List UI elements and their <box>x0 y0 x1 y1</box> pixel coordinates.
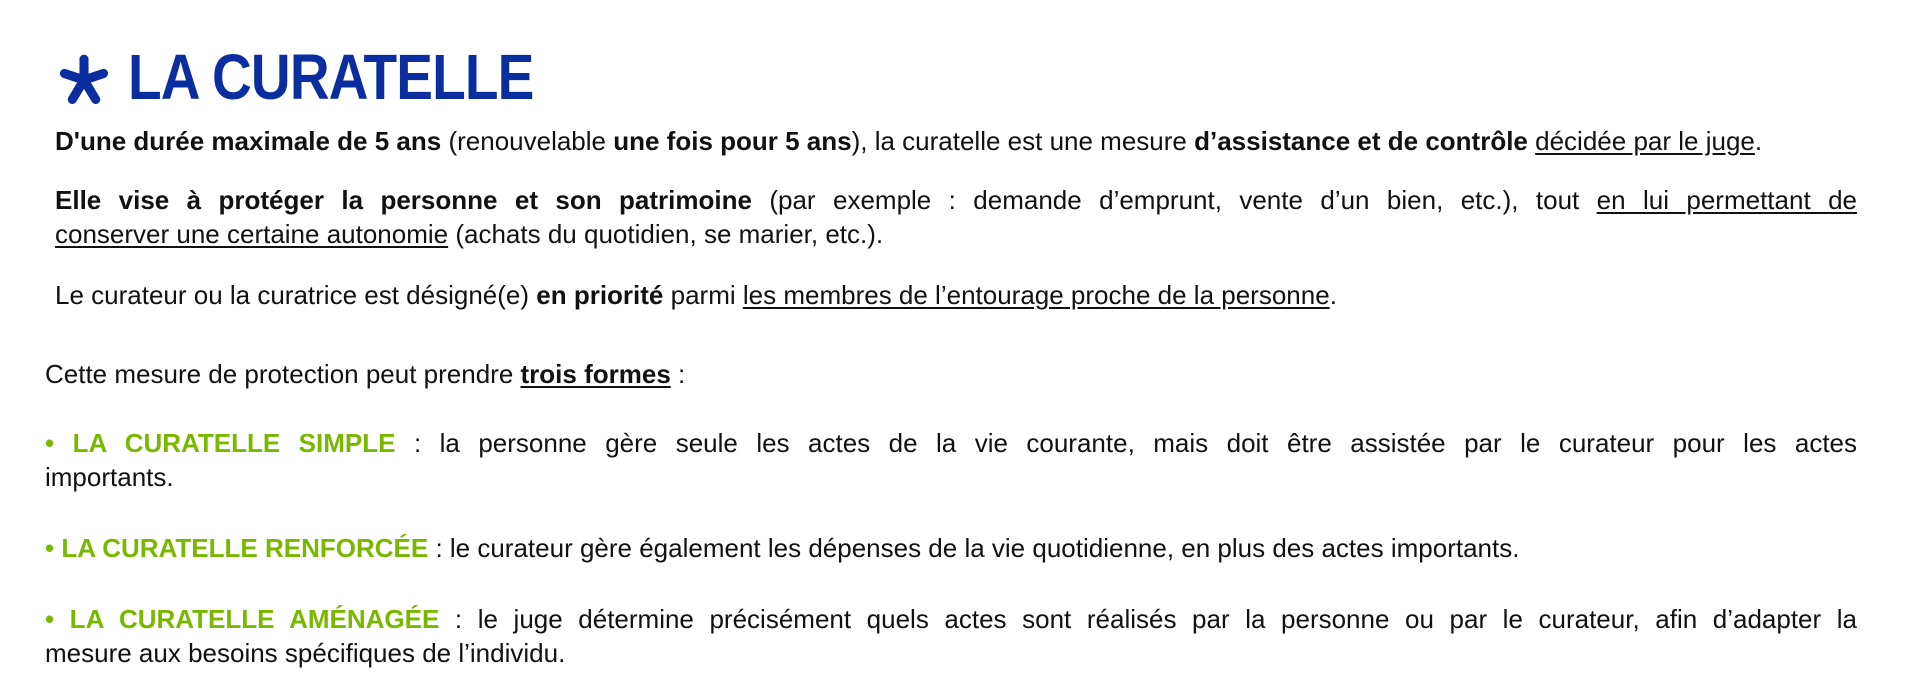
paragraph-curator <box>55 278 1337 312</box>
form-label: • LA CURATELLE SIMPLE <box>45 428 396 458</box>
text: importants. <box>45 462 174 492</box>
text: : le curateur gère également les dépenses de la vie quotidienne, en plus des actes importants. <box>428 533 1520 563</box>
bold-text: une fois pour 5 ans <box>613 126 852 156</box>
text: : <box>670 359 686 389</box>
form-renforcee <box>45 531 1519 565</box>
text: mesure aux besoins spécifiques de l’individu. <box>45 638 566 668</box>
form-amenagee-line1 <box>45 602 1857 636</box>
underlined-bold-text: trois formes <box>520 359 671 389</box>
text: Le curateur ou la curatrice est désigné(e) <box>55 280 537 310</box>
underlined-text: décidée par le juge <box>1535 126 1755 156</box>
text: (achats du quotidien, se marier, etc.). <box>448 219 884 249</box>
text: (par exemple : demande d’emprunt, vente d’un bien, etc.), tout <box>751 185 1597 215</box>
text: (renouvelable <box>441 126 614 156</box>
bold-text: Elle vise à protéger la personne et son patrimoine <box>55 185 752 215</box>
bold-text: d’assistance et de contrôle <box>1194 126 1528 156</box>
form-simple-line1 <box>45 426 1857 460</box>
form-amenagee-line2 <box>45 636 565 670</box>
text: parmi <box>663 280 743 310</box>
form-label: • LA CURATELLE RENFORCÉE <box>45 533 429 563</box>
paragraph-duration <box>55 124 1762 158</box>
underlined-text: les membres de l’entourage proche de la personne <box>742 280 1330 310</box>
form-simple-line2 <box>45 460 174 494</box>
bold-text: en priorité <box>536 280 664 310</box>
forms-intro <box>45 357 685 391</box>
form-label: • LA CURATELLE AMÉNAGÉE <box>45 604 440 634</box>
text: ), la curatelle est une mesure <box>851 126 1195 156</box>
text: : le juge détermine précisément quels actes sont réalisés par la personne ou par le curateur, afin d’adapter la <box>439 604 1857 634</box>
underlined-text: en lui permettant de <box>1596 185 1857 215</box>
paragraph-purpose-line1 <box>55 183 1857 217</box>
paragraph-purpose-line2 <box>55 217 883 251</box>
title-text: LA CURATELLE <box>128 41 534 113</box>
bold-text: D'une durée maximale de 5 ans <box>55 126 442 156</box>
text: . <box>1329 280 1337 310</box>
page-title <box>58 40 600 114</box>
text: Cette mesure de protection peut prendre <box>45 359 521 389</box>
asterisk-icon <box>58 54 110 106</box>
underlined-text: conserver une certaine autonomie <box>55 219 449 249</box>
text: : la personne gère seule les actes de la vie courante, mais doit être assistée par le curateur pour les actes <box>395 428 1858 458</box>
text: . <box>1754 126 1763 156</box>
